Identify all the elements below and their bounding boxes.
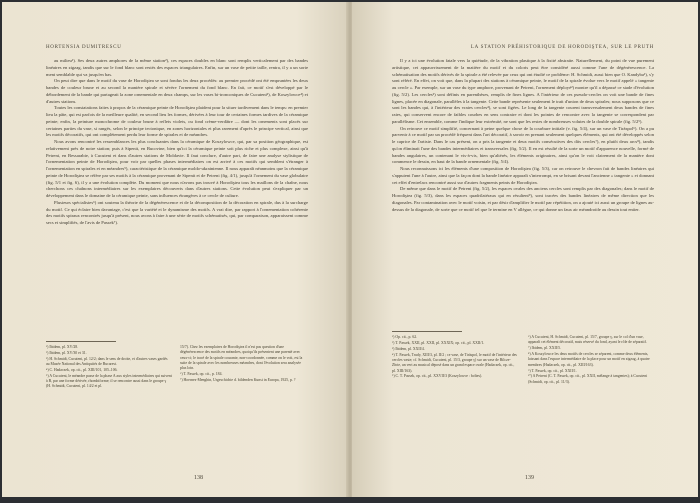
right-page [352,2,698,497]
running-head: HORTENSIA DUMITRESCU [46,45,122,50]
footnote: ³) H. Schmidt, Cucuteni, pl. 12/2; dans le sens de droite, et d'autres vases gardés au Musée National des Antiquités de Bucarest. [46,356,168,367]
footnote: ¹) Ibidem, pl. XV/28. [46,345,79,349]
footnote: ⁶) T. Passek, op. cit., p. 184. [180,372,223,377]
book-spread [2,2,698,497]
paragraph: Nous reconnaissons ici les éléments d'une composition de Horodiştea (fig. 5/3), car on retrouve le chevron fait de bandes linéaires qui s'appuient l'une à l'autre, ainsi que la façon dont la bande linéaire apparaît s'interrompt, en se brisant devant l'ancienne « tangente » et donnant cet effet d'entrelacs rencontré aussi sur d'autres fragments peints de Horodiştea. [392,166,654,185]
running-head: LA STATION PRÉHISTORIQUE DE HORODIŞTEA, SUR LE PRUTH [470,45,654,50]
paragraph: Toutes les constatations faites à propos de la céramique peinte de Horodiştea plaident pour la situer tardivement dans le temps: en premier lieu la pâte, qui est parfois de la meilleure qualité, en second lieu les formes, dérivées à leur tour de certaines formes tardives de la céramique peinte; enfin, la peinture monochrome de couleur brune à reflets violets, ou fond crème-verdâtre — dont les ornements sont placés sur certaines parties du vase, si rangés, selon le principe tectonique, en zones horizontales et plus rarement d'après le principe vertical, ainsi que les motifs décoratifs, qui ont complètement perdu leur forme de spirales et de méandres. [46,105,308,138]
footnote: ⁹) T. Passek, op. cit., pl. XXII/1. [528,368,577,373]
footnote-rule [46,341,116,342]
footnote: ⁸) A Koszylowce les deux motifs de cercles se séparent, comme deux éléments, laissant dans l'espace intermédiaire de la place pour un motif en zigzag, à quatre membres (Hadaczek, op. cit., pl. XIII/163). [528,352,650,367]
footnote: ¹⁰) A Petreni (C. T. Passek, op. cit., pl. XXII, mélange à tangentes); à Cucuteni (Schmidt, op. cit., pl. 11/3). [528,374,648,384]
paragraph: Nous avons rencontré les ressemblances les plus concluantes dans la céramique de Koszylowce, qui, par sa position géographique, est relativement près de notre station; puis à Sipenit, en Bucovine, bien qu'ici la céramique peinte soit plus riche et plus complexe, ainsi qu'à Petreni, en Bessarabie, à Cucuteni et dans d'autres stations de Moldavie. Il faut conclure, d'autre part, de faire une analyse stylistique de l'ornementation peinte de Horodiştea, pour voir par quelles phases intermédiaires on est arrivé à ces motifs qui semblent s'étranger à l'ornementation en spirales et en méandres⁵), caractéristique de la céramique moldo-ukrainienne. Il nous apparaît néanmoins que la céramique peinte de Horodiştea se réfère par ses motifs à la céramique provenant de Sipenit et de Petreni (fig. 4/1), jusqu'à l'ornement du vase globulaire (fig. 5/1 et fig. 6), il y a une évolution complète. Du moment que nous n'avons pas trouvé à Horodiştea tous les maillons de la chaîne, nous cherchons ces chaînons intermédiaires sur les exemplaires découverts dans d'autres stations. Cette évolution peut s'expliquer par un développement dans le domaine de la céramique peinte, sans influences étrangères à ce cercle de culture. [46,139,308,198]
footnotes-column [46,345,172,390]
footnote: ²) T. Passek, XXII, pl. XXII, pl. XXXIX; op. cit., pl. XXII/1. [392,340,485,345]
footnote: ⁴) T. Passek, Trudy, XIII/3, pl. II/2 ; ce vase, de Tirăspol, le motif de l'intérieur des cercles vaste; cf. Schmidt, Cucuteni, pl. 15/3, groupe γ) sur un vase de Bilcze-Złote, un vert au musical déposé dans un grand espace ovale (Hadaczek, op. cit., pl. XIII/163). [392,352,517,373]
footnote: ⁵) C. T. Passek, op. cit., pl. XXVII/3 (Koszylowce : boîtes). [392,374,483,379]
footnotes-column [392,335,518,380]
footnote: ²) Ibidem, pl. XV/30 et 31. [46,350,87,355]
footnote-rule [392,331,462,332]
main-text [46,58,308,227]
paragraph: On retrouve ce motif simplifié, concernant à peine quelque chose de la courbure initiale (v. fig. 5/4), sur un vase de Tirăspol⁶). On a pu parvenir à ce motif par un procédé fréquent dans l'art décoratif, à savoir en prenant seulement quelques éléments, qui ont été développés selon le caprice de l'artiste. Dans le cas présent, on a pris la tangente et deux motifs consécutives des dits cercles⁷), en plutôt deux arcs⁸), tandis qu'on éliminait l'une des bandes intermédiaires et transversales (fig. 5/2). Il en est résulté de la sorte un motif d'apparence nouvelle, formé de bandes angulaires, un contenant le vis-à-vis, bien qu'altérés, les éléments originaires, ainsi qu'on le voit clairement de la manière dont commence le dessin, en haut de la bande ornementale (fig. 5/4). [392,125,654,165]
footnotes-column [180,345,308,384]
paragraph: Il y a ici une évolution fatale vers la quiétude, de la vibration plastique à la fixité abstraite. Naturellement, du point de vue purement artistique, cet appauvrissement de la matière du motif et du coloris peut être considéré aussi comme l'une de dégénérescence. La schématisation des motifs dérivés de la spirale a été relevée par ceux qui ont étudié ce problème: H. Schmidt, aussi bien que O. Kandyba¹), s'y sont référé. En effet, on voit que, dans la plupart des stations à céramique peinte, le motif de la spirale évolue vers le motif appelé « tangente au cercle ». Par exemple, sur un vase du type amphore, provenant de Petreni, l'ornement déployé²) montre qu'il a dépassé ce stade d'évolution (fig. 5/2). Les cercles³) sont définis en parenthèses, remplis de fines lignes. A l'intérieur de ces pseudo-cercles on voit une bande de fines lignes, placée en diagonale, parallèles à la tangente. Cette bande représente seulement le trait d'union de deux spirales; nous supposons que ce sont les bandes qui, à l'intérieur des vraies cercles⁴), se sont figées. Le long de la tangente courent transversalement deux bandes de fines raies, qui conservent encore de faibles courbes en sens contraire et dont les pointes de rencontre avec la tangente se correspondent par parallélisme. Cet ensemble, comme l'indique leur extrémité, ne sont que les restes de nombreuses volutes de la double spirale (fig. 5/2⁵). [392,58,654,124]
paragraph: Plusieurs spécialistes⁶) ont soutenu la théorie de la dégénérescence et de la décomposition de la décoration en spirale, dus à la surcharge du motif. Ce qui éclaire bien davantage, c'est que la variété et le dynamisme des motifs. A vrai dire, par rapport à l'ornementation cohérente des motifs spiraux rencontrés jusqu'à présent, nous avons à faire à une série de motifs schématisés, qui, par comparaison, apparaissent comme secs et simplifiés, de l'avis de Passek⁷). [46,199,308,225]
page-number: 138 [194,475,203,481]
footnote: ⁶) A Cucuteni, H. Schmidt, Cucuteni, pl. 15/7, groupe γ, sur le col d'un vase, apparaît cet élément décoratif, mais réservé du fond, ayant le rôle de séparatif. [528,335,647,345]
page-number: 139 [525,475,534,481]
main-text [392,58,654,213]
footnote: ⁵) A Cucuteni, le méandre passe de la phase A aux styles intermédiaires qui suivent à B, par une forme dérivée, rhombiforme; il se rencontre aussi dans le groupe γ (H. Schmidt, Cucuteni, pl. 14/2 et pl. [46,373,172,389]
footnotes-column [528,335,654,386]
footnote: ¹) Op. cit., p. 62. [392,335,418,339]
footnote: 15/7). Chez les exemplaires de Horodiştea il n'est pas question d'une dégénérescence des motifs en méandres, quoiqu'ils présentent une parenté avec ceux-ci; le tracé de la spirale courante, non-coordonnée, comme on le voit, est la suite de la spirale avec les nombreuses méandres, dont l'évolution sera analysée plus loin. [180,345,303,371]
footnote: ⁷) Hoernes-Menghin, Urgeschichte d. bildenden Kunst in Europa, 1925, p. ? [180,377,296,382]
paragraph: De même que dans le motif de Petreni (fig. 5/2), les espaces ovales des anciens cercles sont remplis par des diagonales; dans le motif de Horodiştea (fig. 5/3), dans les espaces quadrilatéraux qui en résultent⁹), sont tracées des bandes linéaires de même direction que les diagonales. Par contamination avec le motif voisin, et par désir d'amplifier le motif par répétition, on a ajouté ici aussi un groupe de lignes au-dessus de la diagonale, de sorte que ce motif tel que le termine en V allègue, ce qui donne un faux air méandroïde au dessin tout entier. [392,186,654,212]
footnote: ⁷) Ibidem, pl. XXII/5. [528,346,561,351]
paragraph: au milieu¹). Ses deux autres amphores de la même station²), ces espaces doubles en blanc sont remplis verticalement par des bandes linéaires en zigzag, tandis que sur le fond blanc sont restés des espaces triangulaires. Enfin, sur un vase de petite taille, rentra, il y a un sorte ment semblable qui va jusqu'en bas. [46,58,308,77]
paragraph: On peut dire que dans le motif du vase de Horodiştea se sont fondus les deux procédés: au premier procédé ont été empruntées les deux bandes de couleur brune et au second la manière spirale et sévère l'ornement du fond blanc. En fait, ce motif s'est développé par le débordement de la bande qui partageait la zone ornementale en deux champs, sur les vases bi-tronconiques de Cucuteni³), de Koszylowce⁴) et d'autres stations. [46,78,308,104]
left-page [2,2,348,497]
footnote: ³) Ibidem, pl. XXII/4. [392,346,425,351]
footnote: ⁴) C. Hadaczek, op. cit., pl. XIII/101, 105–106. [46,367,118,372]
